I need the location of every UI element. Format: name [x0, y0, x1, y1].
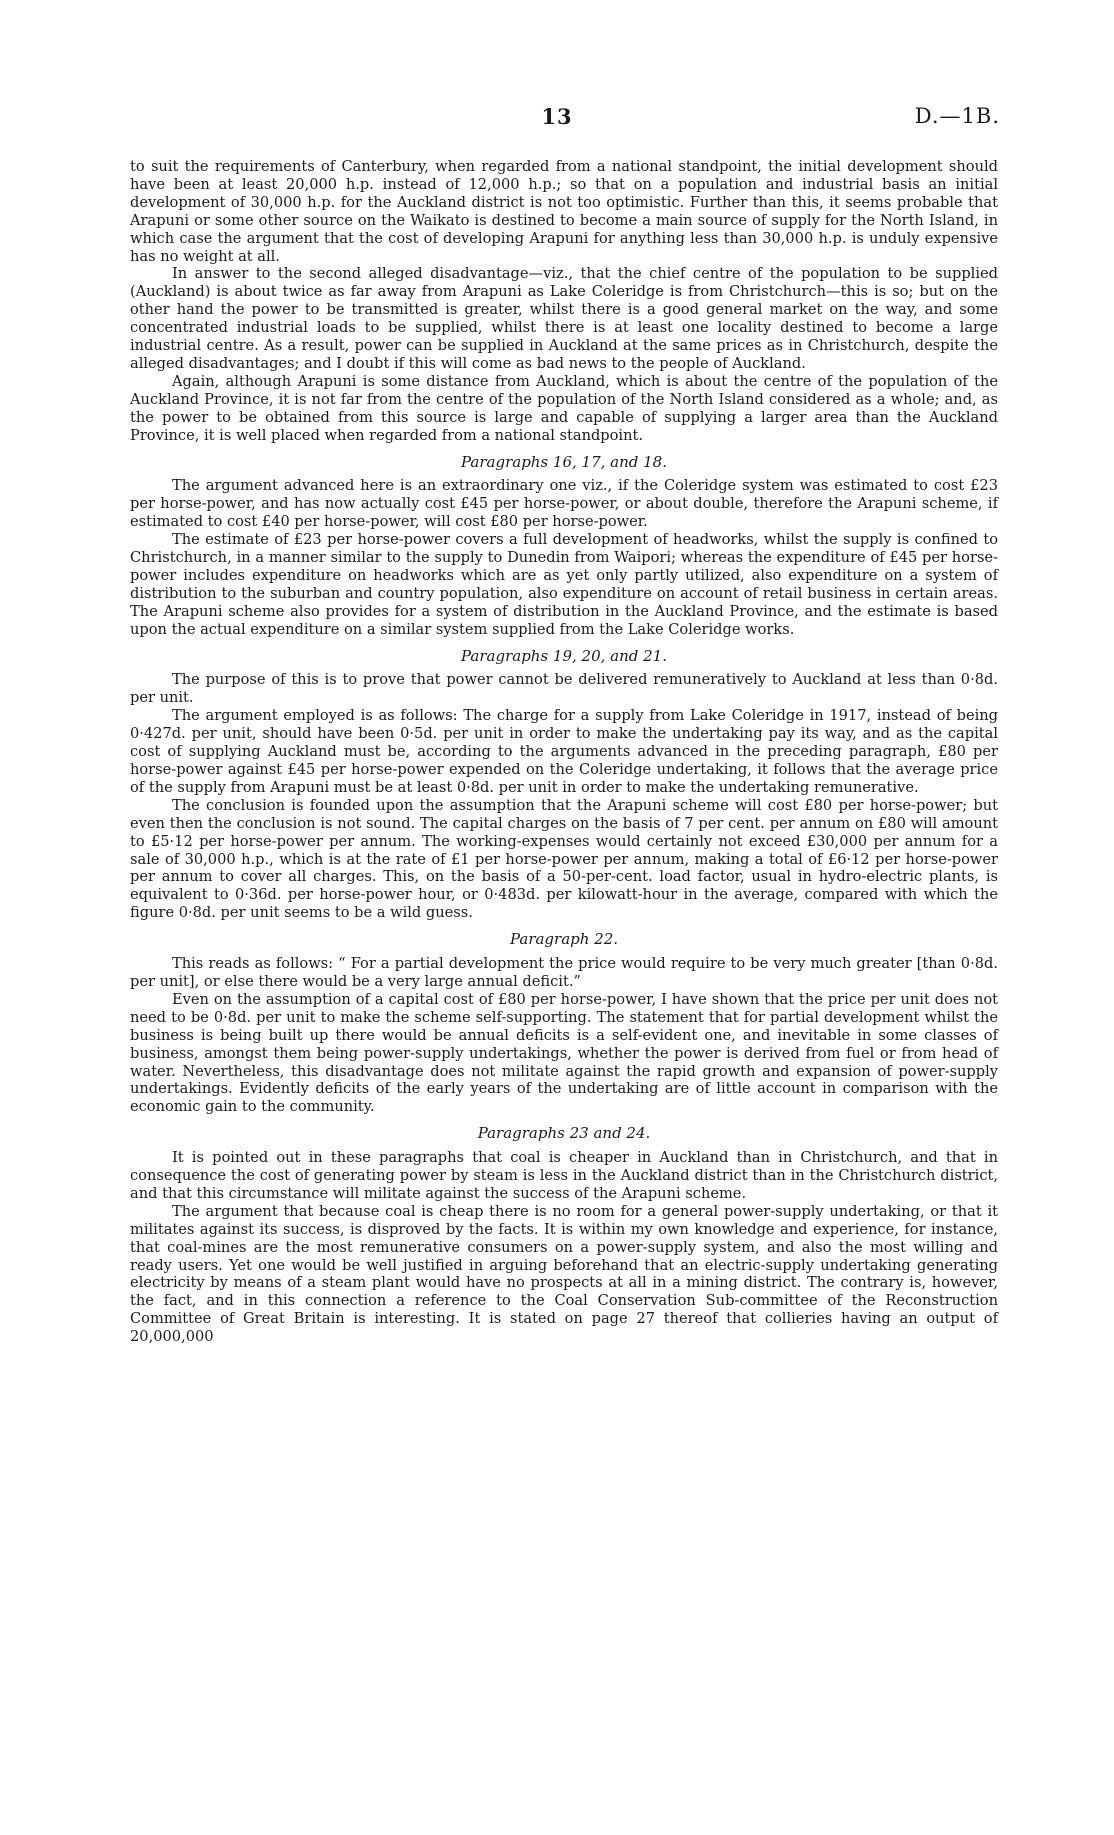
paragraph: This reads as follows: “ For a partial development the price would require to be very much greater [than 0·8d. per unit], or else there would be a very large annual deficit.” — [130, 955, 998, 990]
page-number: 13 — [541, 104, 573, 129]
paragraph: It is pointed out in these paragraphs that coal is cheaper in Auckland than in Christchurch, and that in consequence the cost of generating power by steam is less in the Auckland district than in the Christchurch district, and that this circumstance will militate against the success of the Arapuni scheme. — [130, 1149, 998, 1202]
section-heading: Paragraph 22. — [509, 930, 619, 949]
paragraph: The conclusion is founded upon the assumption that the Arapuni scheme will cost £80 per horse-power; but even then the conclusion is not sound. The capital charges on the basis of 7 per cent. per annum on £80 will amount to £5·12 per horse-power per annum. The working-expenses would certainly not exceed £30,000 per annum for a sale of 30,000 h.p., which is at the rate of £1 per horse-power per annum, making a total of £6·12 per horse-power per annum to cover all charges. This, on the basis of a 50-per-cent. load factor, usual in hydro-electric plants, is equivalent to 0·36d. per horse-power hour, or 0·483d. per kilowatt-hour in the average, compared with which the figure 0·8d. per unit seems to be a wild guess. — [130, 796, 998, 922]
paragraph: The argument advanced here is an extraordinary one viz., if the Coleridge system was estimated to cost £23 per horse-power, and has now actually cost £45 per horse-power, or about double, therefore the Arapuni scheme, if estimated to cost £40 per horse-power, will cost £80 per horse-power. — [130, 477, 998, 531]
paragraph: The argument employed is as follows: The charge for a supply from Lake Coleridge in 1917, instead of being 0·427d. per unit, should have been 0·5d. per unit in order to make the undertaking pay its way, and as the capital cost of supplying Auckland must be, according to the arguments advanced in the preceding paragraph, £80 per horse-power against £45 per horse-power expended on the Coleridge undertaking, it follows that the average price of the supply from Arapuni must be at least 0·8d. per unit in order to make the undertaking remunerative. — [130, 707, 998, 796]
paragraph: In answer to the second alleged disadvantage—viz., that the chief centre of the population to be supplied (Auckland) is about twice as far away from Arapuni as Lake Coleridge is from Christchurch—this is so; but on the other hand the power to be transmitted is greater, whilst there is a good general market on the way, and some concentrated industrial loads to be supplied, whilst there is at least one locality destined to become a large industrial centre. As a result, power can be supplied in Auckland at the same prices as in Christchurch, despite the alleged disadvantages; and I doubt if this will come as bad news to the people of Auckland. — [130, 265, 998, 372]
document-reference: D.—1B. — [914, 104, 1000, 128]
section-heading: Paragraphs 19, 20, and 21. — [461, 646, 667, 665]
section-heading: Paragraphs 23 and 24. — [477, 1124, 651, 1143]
paragraph: Even on the assumption of a capital cost of £80 per horse-power, I have shown that the price per unit does not need to be 0·8d. per unit to make the scheme self-supporting. The statement that for partial development whilst the business is being built up there would be annual deficits is a self-evident one, and inevitable in some classes of business, amongst them being power-supply undertakings, whether the power is derived from fuel or from head of water. Nevertheless, this disadvantage does not militate against the rapid growth and expansion of power-supply undertakings. Evidently deficits of the early years of the undertaking are of little account in comparison with the economic gain to the community. — [130, 990, 998, 1116]
paragraph: Again, although Arapuni is some distance from Auckland, which is about the centre of the population of the Auckland Province, it is not far from the centre of the population of the North Island considered as a whole; and, as the power to be obtained from this source is large and capable of supplying a larger area than the Auckland Province, it is well placed when regarded from a national standpoint. — [130, 372, 998, 444]
section-heading: Paragraphs 16, 17, and 18. — [461, 452, 667, 471]
paragraph: The purpose of this is to prove that power cannot be delivered remuneratively to Auckland at less than 0·8d. per unit. — [130, 671, 998, 707]
body-text — [130, 158, 998, 1346]
paragraph: The estimate of £23 per horse-power covers a full development of headworks, whilst the supply is confined to Christchurch, in a manner similar to the supply to Dunedin from Waipori; whereas the expenditure of £45 per horse-power includes expenditure on headworks which are as yet only partly utilized, also expenditure on a system of distribution to the suburban and country population, also expenditure on account of retail business in certain areas. The Arapuni scheme also provides for a system of distribution in the Auckland Province, and the estimate is based upon the actual expenditure on a similar system supplied from the Lake Coleridge works. — [130, 531, 998, 638]
paragraph: to suit the requirements of Canterbury, when regarded from a national standpoint, the initial development should have been at least 20,000 h.p. instead of 12,000 h.p.; so that on a population and industrial basis an initial development of 30,000 h.p. for the Auckland district is not too optimistic. Further than this, it seems probable that Arapuni or some other source on the Waikato is destined to become a main source of supply for the North Island, in which case the argument that the cost of developing Arapuni for anything less than 30,000 h.p. is unduly expensive has no weight at all. — [130, 158, 998, 265]
paragraph: The argument that because coal is cheap there is no room for a general power-supply undertaking, or that it militates against its success, is disproved by the facts. It is within my own knowledge and experience, for instance, that coal-mines are the most remunerative consumers on a power-supply system, and also the most willing and ready users. Yet one would be well justified in arguing beforehand that an electric-supply undertaking generating electricity by means of a steam plant would have no prospects at all in a mining district. The contrary is, however, the fact, and in this connection a reference to the Coal Conservation Sub-committee of the Reconstruction Committee of Great Britain is interesting. It is stated on page 27 thereof that collieries having an output of 20,000,000 — [130, 1202, 998, 1346]
